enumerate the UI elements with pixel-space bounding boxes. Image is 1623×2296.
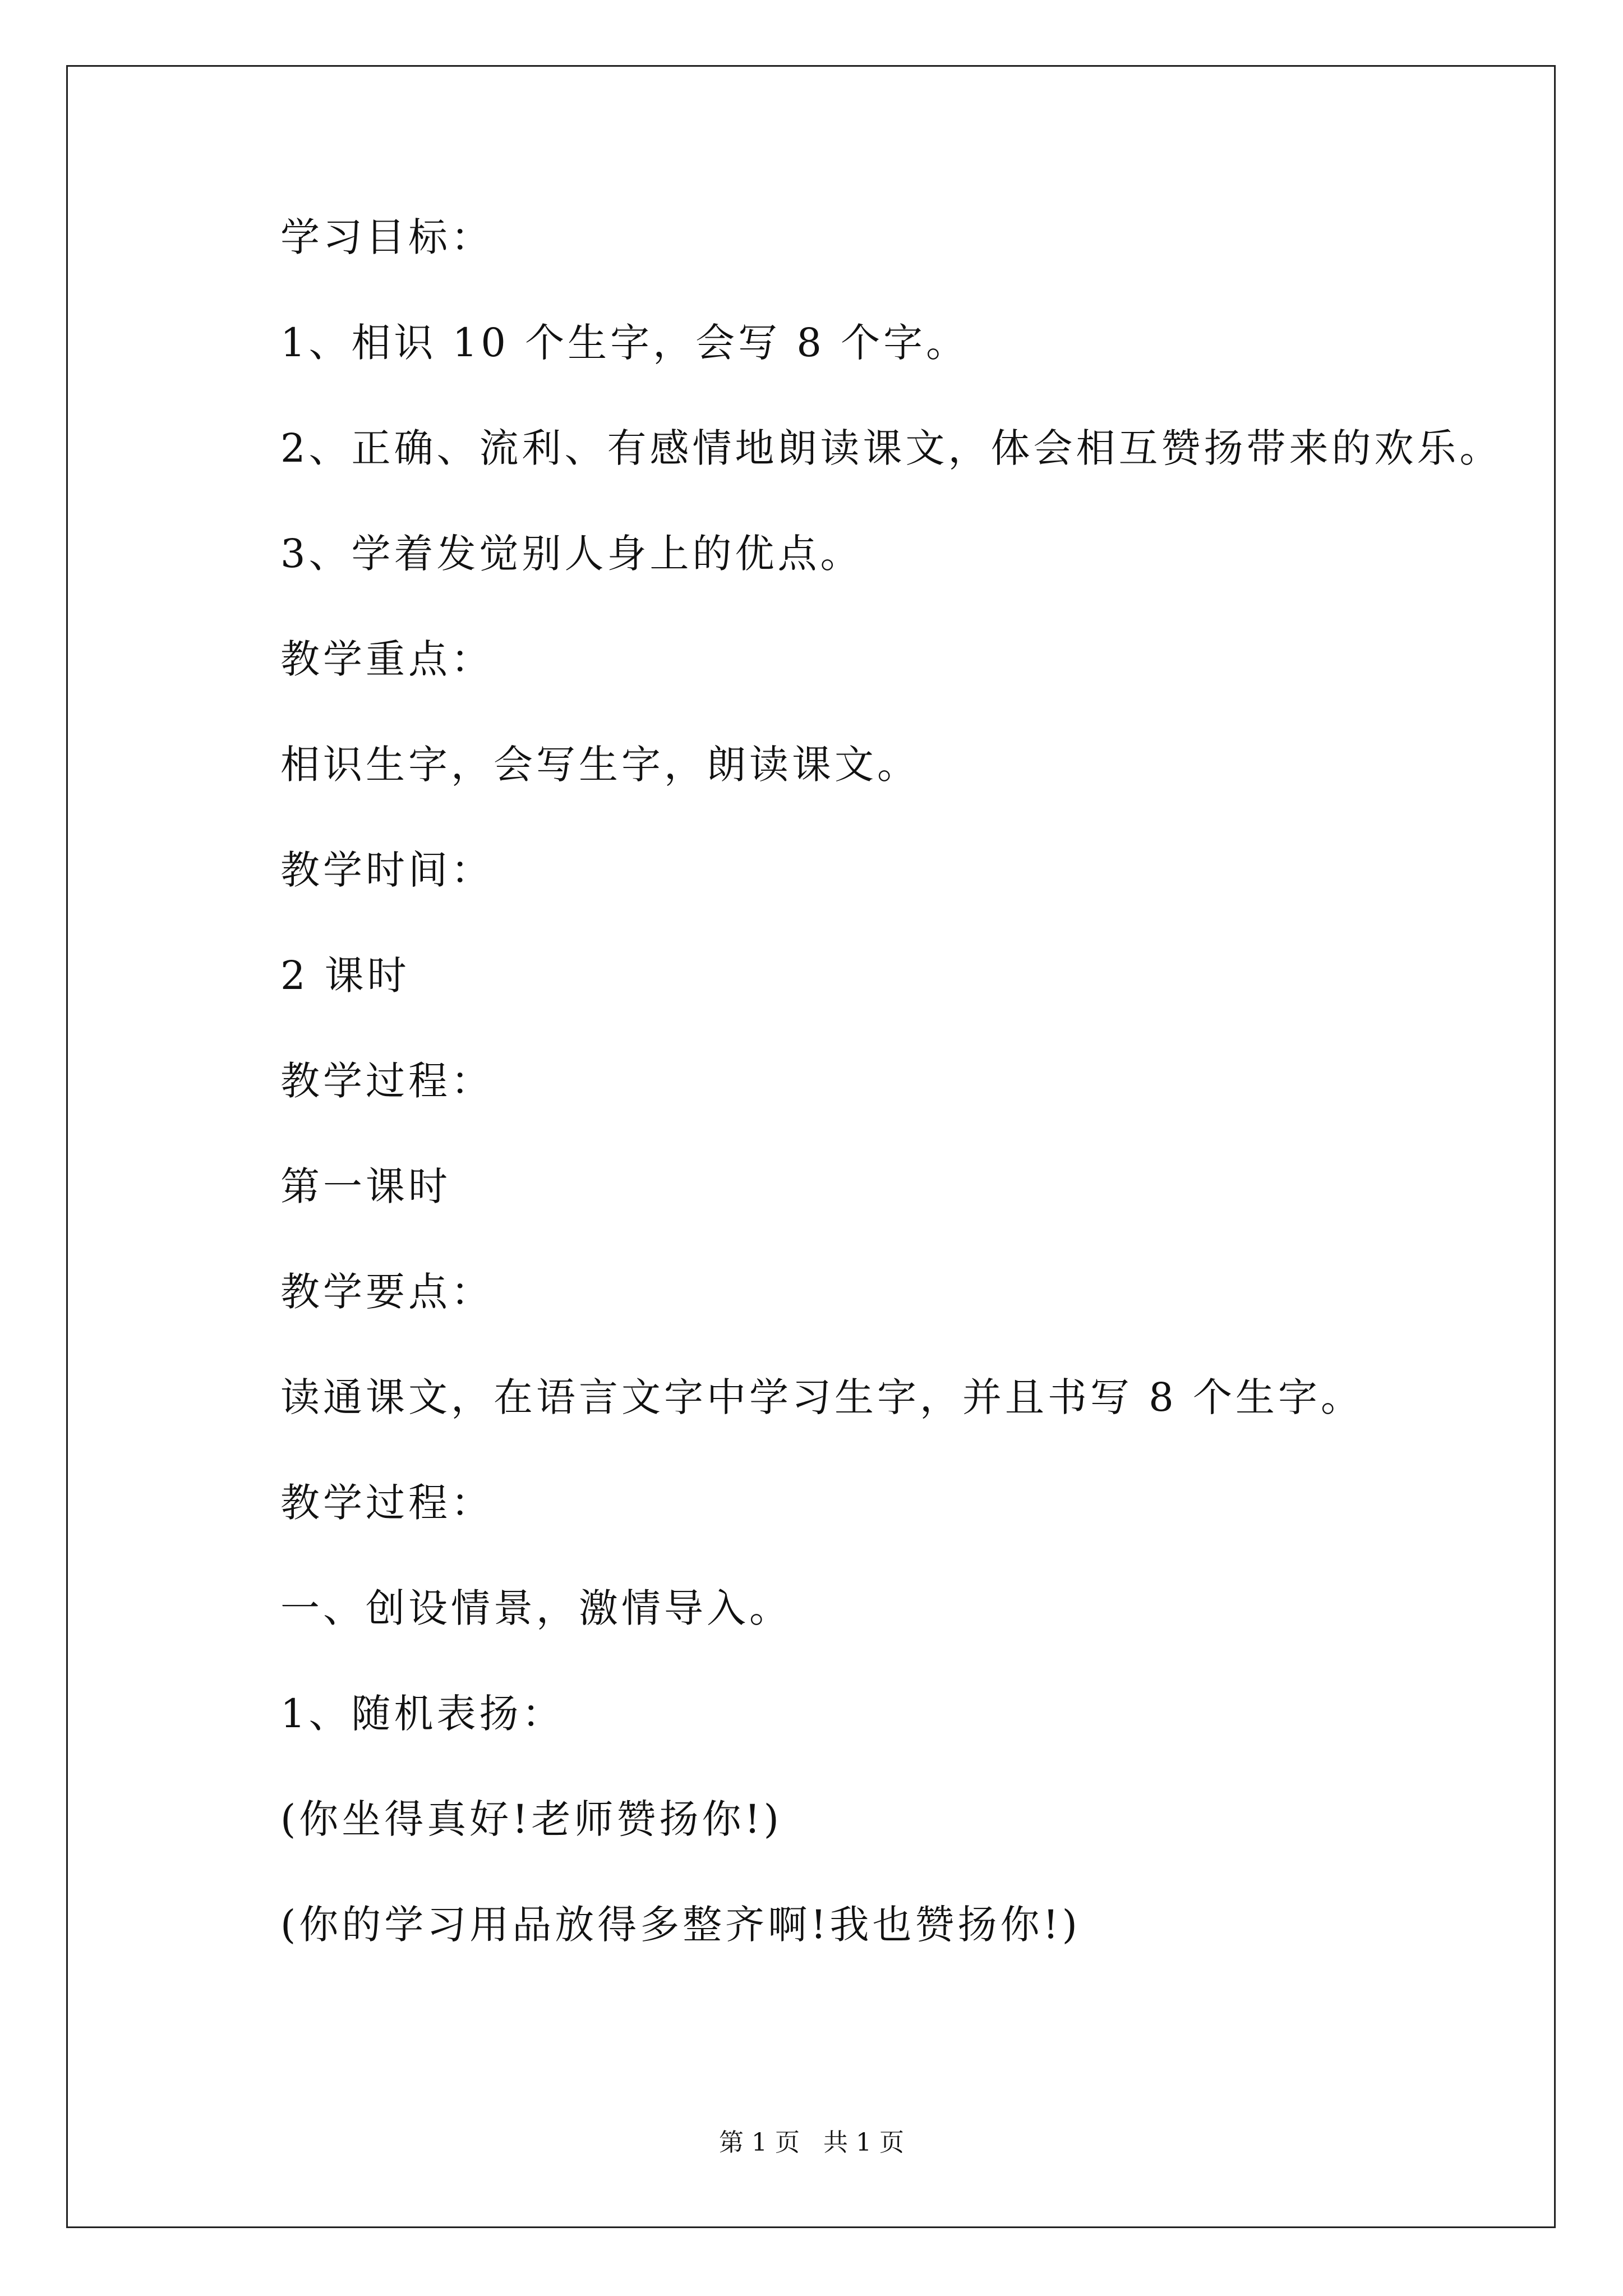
goal-item-2: 2、正确、流利、有感情地朗读课文，体会相互赞扬带来的欢乐。	[280, 425, 1502, 471]
step-one-item-1: 1、随机表扬：	[280, 1691, 565, 1737]
page-footer: 第 1 页 共 1 页	[719, 2128, 904, 2157]
heading-teaching-process-2: 教学过程：	[280, 1480, 494, 1526]
heading-teaching-process: 教学过程：	[280, 1058, 494, 1104]
step-one-title: 一、创设情景，激情导入。	[280, 1585, 792, 1631]
teaching-time-text: 2 课时	[280, 953, 410, 999]
heading-teaching-focus: 教学重点：	[280, 636, 494, 682]
praise-example-2: (你的学习用品放得多整齐啊!我也赞扬你!)	[280, 1902, 1081, 1948]
lesson-one-title: 第一课时	[280, 1163, 451, 1209]
teaching-points-text: 读通课文，在语言文字中学习生字，并且书写 8 个生字。	[280, 1374, 1364, 1420]
heading-learning-goals: 学习目标：	[280, 214, 494, 260]
teaching-focus-text: 相识生字，会写生字，朗读课文。	[280, 742, 920, 788]
goal-item-1: 1、相识 10 个生字，会写 8 个字。	[280, 320, 969, 366]
goal-item-3: 3、学着发觉别人身上的优点。	[280, 531, 863, 577]
praise-example-1: (你坐得真好!老师赞扬你!)	[280, 1796, 782, 1842]
heading-teaching-points: 教学要点：	[280, 1269, 494, 1315]
document-body	[280, 213, 1502, 2006]
heading-teaching-time: 教学时间：	[280, 847, 494, 893]
